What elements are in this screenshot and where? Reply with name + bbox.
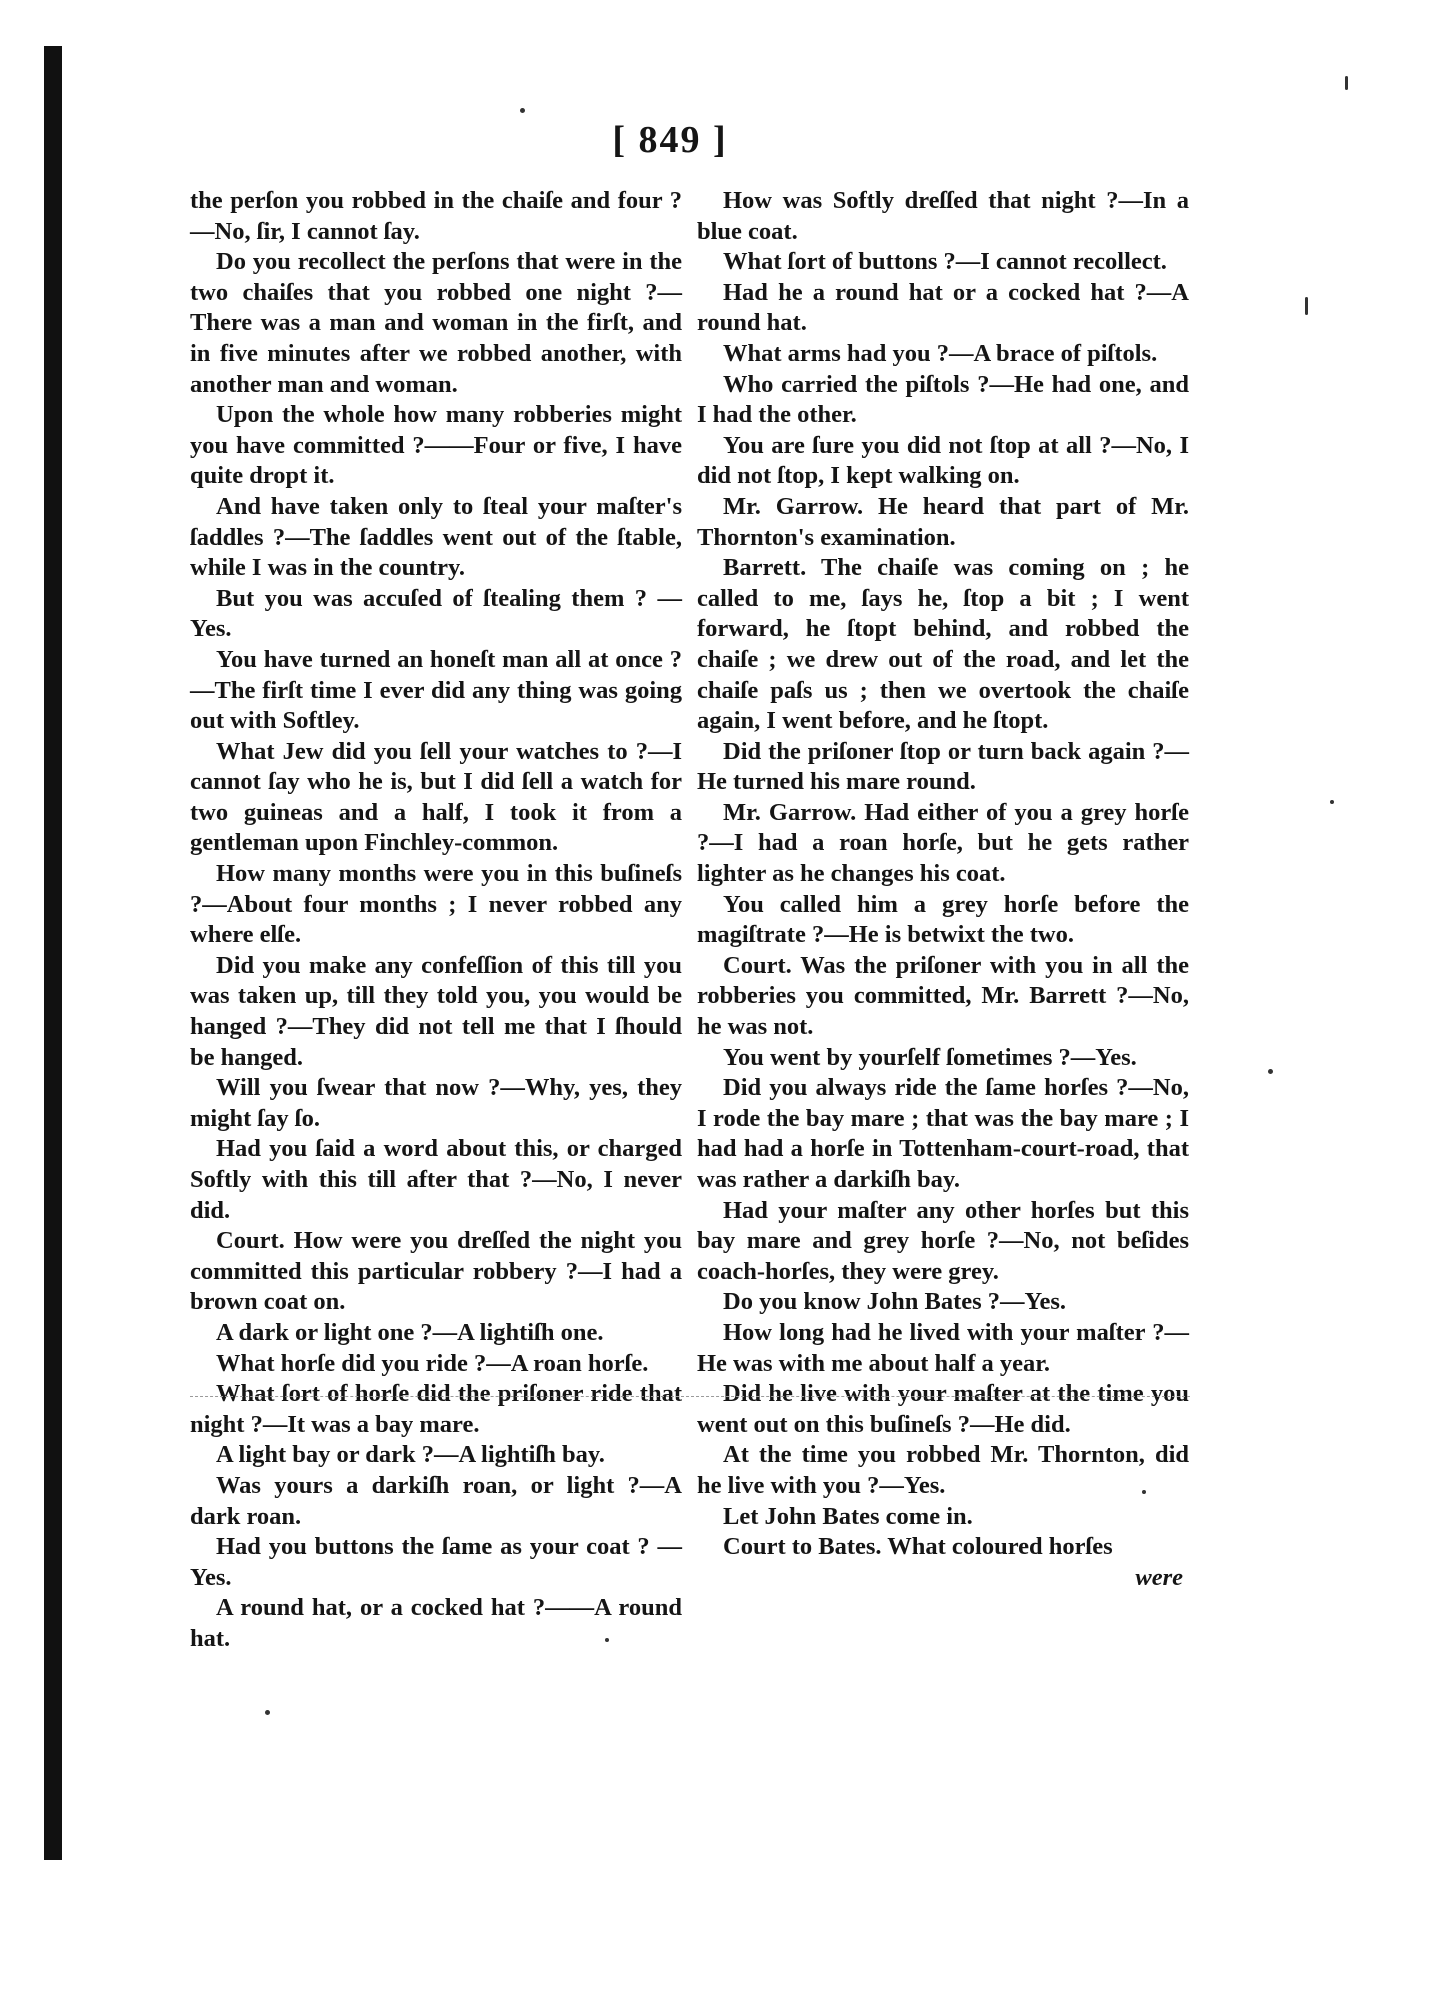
paragraph: Had he a round hat or a cocked hat ?—A round hat. (697, 278, 1189, 337)
paragraph: Did you always ride the ſame horſes ?—No, I rode the bay mare ; that was the bay mare ; I had had a horſe in Tottenham-court-road, that was rather a darkiſh bay. (697, 1074, 1189, 1193)
paragraph: Will you ſwear that now ?—Why, yes, they might ſay ſo. (190, 1074, 682, 1132)
paragraph: At the time you robbed Mr. Thornton, did he live with you ?—Yes. (697, 1441, 1189, 1499)
print-speck (1330, 800, 1334, 804)
paragraph: What ſort of buttons ?—I cannot recollect. (723, 248, 1167, 276)
paragraph: And have taken only to ſteal your maſter's ſaddles ?—The ſaddles went out of the ſtable, while I was in the country. (190, 492, 682, 582)
paragraph: How many months were you in this buſineſs ?—About four months ; I never robbed any where elſe. (190, 860, 682, 949)
paragraph: Barrett. The chaiſe was coming on ; he called to me, ſays he, ſtop a bit ; I went forward, he ſtopt behind, and robbed the chaiſe ; we drew out of the road, and let the chaiſe paſs us ; then we overtook the chaiſe again, I went before, and he ſtopt. (697, 554, 1189, 735)
paragraph: Court. Was the priſoner with you in all the robberies you committed, Mr. Barrett ?—No, he was not. (697, 951, 1189, 1041)
paragraph: Who carried the piſtols ?—He had one, and I had the other. (697, 370, 1189, 429)
print-speck (1345, 76, 1348, 90)
paragraph: You have turned an honeſt man all at once ?—The firſt time I ever did any thing was going out with Softley. (190, 645, 682, 735)
paragraph: Had your maſter any other horſes but this bay mare and grey horſe ?—No, not beſides coach-horſes, they were grey. (697, 1196, 1189, 1285)
paragraph: What ſort of horſe did the priſoner ride that night ?—It was a bay mare. (190, 1380, 682, 1438)
left-column (190, 186, 682, 1655)
print-speck (265, 1710, 270, 1715)
paragraph: How long had he lived with your maſter ?—He was with me about half a year. (697, 1318, 1189, 1377)
paragraph: What Jew did you ſell your watches to ?—I cannot ſay who he is, but I did ſell a watch for two guineas and a half, I took it from a gentleman upon Finchley-common. (190, 737, 682, 857)
paragraph: A round hat, or a cocked hat ?——A round hat. (190, 1594, 682, 1652)
print-speck (1142, 1490, 1146, 1494)
paragraph: Court. How were you dreſſed the night you committed this particular robbery ?—I had a brown coat on. (190, 1227, 682, 1316)
paragraph: You are ſure you did not ſtop at all ?—No, I did not ſtop, I kept walking on. (697, 431, 1189, 490)
bottom-rule (190, 1396, 1190, 1397)
paragraph: You called him a grey horſe before the magiſtrate ?—He is betwixt the two. (697, 890, 1189, 949)
paragraph: Had you ſaid a word about this, or charged Softly with this till after that ?—No, I never did. (190, 1135, 682, 1224)
paragraph: Do you recollect the perſons that were in the two chaiſes that you robbed one night ?—There was a man and woman in the firſt, and in five minutes after we robbed another, with another man and woman. (190, 248, 682, 398)
paragraph: Did the priſoner ſtop or turn back again ?—He turned his mare round. (697, 737, 1189, 796)
paragraph: How was Softly dreſſed that night ?—In a blue coat. (697, 187, 1189, 245)
print-speck (1268, 1069, 1273, 1074)
paragraph: What horſe did you ride ?—A roan horſe. (216, 1349, 649, 1377)
paragraph: Did he live with your maſter at the time you went out on this buſineſs ?—He did. (697, 1380, 1189, 1438)
right-column (697, 186, 1189, 1593)
paragraph: Mr. Garrow. He heard that part of Mr. Thornton's examination. (697, 492, 1189, 551)
paragraph: the perſon you robbed in the chaiſe and four ?—No, ſir, I cannot ſay. (190, 187, 682, 245)
paragraph: What arms had you ?—A brace of piſtols. (723, 339, 1158, 367)
paragraph: Was yours a darkiſh roan, or light ?—A dark roan. (190, 1471, 682, 1530)
paragraph: Let John Bates come in. (723, 1502, 973, 1530)
paragraph: Did you make any confeſſion of this till you was taken up, till they told you, you would be hanged ?—They did not tell me that I ſhould be hanged. (190, 951, 682, 1071)
paragraph: A dark or light one ?—A lightiſh one. (216, 1318, 604, 1346)
paragraph: Mr. Garrow. Had either of you a grey horſe ?—I had a roan horſe, but he gets rather lighter as he changes his coat. (697, 798, 1189, 888)
print-speck (605, 1638, 609, 1642)
paragraph: A light bay or dark ?—A lightiſh bay. (216, 1441, 605, 1469)
paragraph: Court to Bates. What coloured horſes (723, 1533, 1113, 1561)
paragraph: You went by yourſelf ſometimes ?—Yes. (723, 1043, 1137, 1071)
catchword: were (1135, 1563, 1183, 1591)
binding-edge (44, 46, 62, 1860)
paragraph: Had you buttons the ſame as your coat ? —Yes. (190, 1533, 682, 1591)
paragraph: Do you know John Bates ?—Yes. (723, 1288, 1067, 1316)
paragraph: Upon the whole how many robberies might you have committed ?——Four or five, I have quite dropt it. (190, 401, 682, 490)
page-number: [ 849 ] (612, 119, 728, 161)
print-speck (520, 108, 525, 113)
print-speck (1305, 297, 1308, 315)
paragraph: But you was accuſed of ſtealing them ? —Yes. (190, 584, 682, 643)
